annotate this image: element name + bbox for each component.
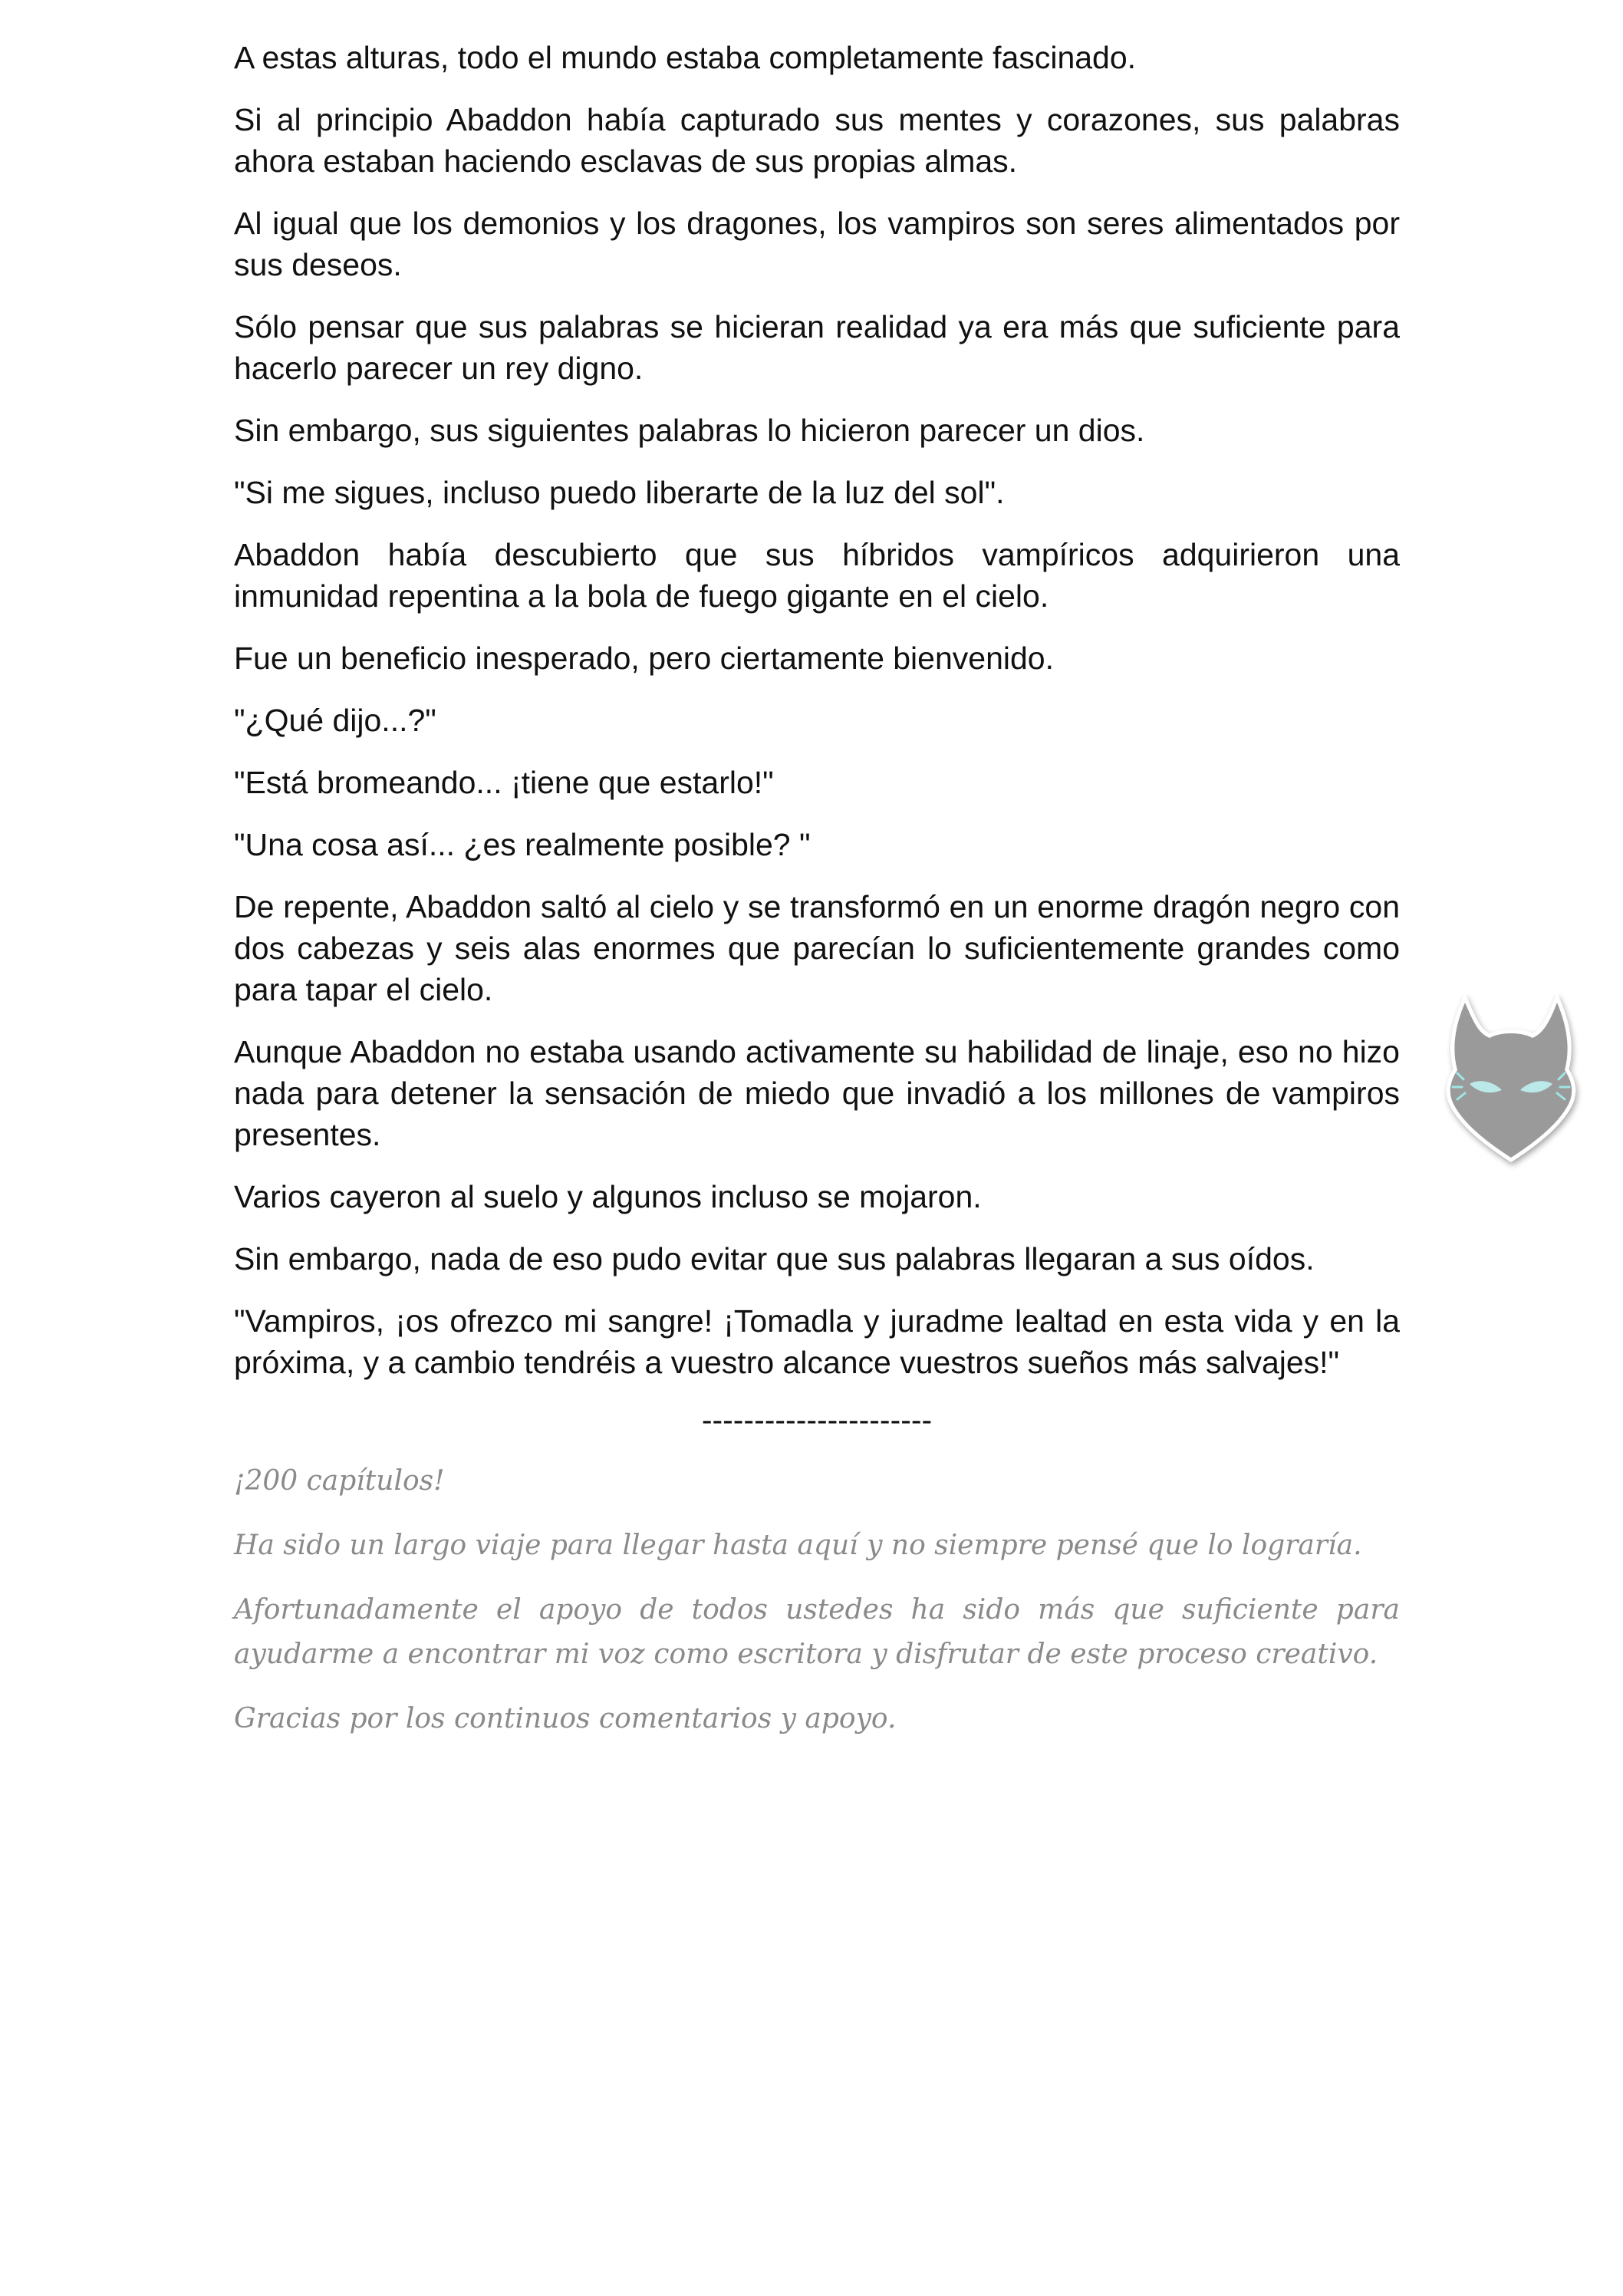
story-paragraph: De repente, Abaddon saltó al cielo y se transformó en un enorme dragón negro con dos cabezas y seis alas enormes que parecían lo suficientemente grandes como para tapar el cielo. (234, 889, 1400, 1007)
story-paragraph: "¿Qué dijo...?" (234, 703, 436, 738)
story-paragraph: "Está bromeando... ¡tiene que estarlo!" (234, 765, 774, 800)
story-paragraph: Al igual que los demonios y los dragones, los vampiros son seres alimentados por sus deseos. (234, 206, 1400, 282)
story-paragraph: "Una cosa así... ¿es realmente posible? " (234, 827, 811, 862)
page-content (234, 37, 1400, 1761)
story-paragraph: Sin embargo, sus siguientes palabras lo hicieron parecer un dios. (234, 413, 1145, 448)
story-paragraph: Sólo pensar que sus palabras se hicieran realidad ya era más que suficiente para hacerlo parecer un rey digno. (234, 309, 1400, 386)
story-paragraph: Abaddon había descubierto que sus híbridos vampíricos adquirieron una inmunidad repentina a la bola de fuego gigante en el cielo. (234, 537, 1400, 614)
story-paragraph: Fue un beneficio inesperado, pero ciertamente bienvenido. (234, 641, 1054, 676)
story-paragraph: Si al principio Abaddon había capturado sus mentes y corazones, sus palabras ahora estaban haciendo esclavas de sus propias almas. (234, 102, 1400, 179)
demon-head-icon (1434, 993, 1588, 1170)
author-note-line: ¡200 capítulos! (234, 1465, 445, 1497)
author-note (234, 1459, 1400, 1741)
author-note-line: Ha sido un largo viaje para llegar hasta aquí y no siempre pensé que lo lograría. (234, 1530, 1362, 1561)
story-paragraph: Sin embargo, nada de eso pudo evitar que sus palabras llegaran a sus oídos. (234, 1241, 1315, 1276)
story-paragraph: A estas alturas, todo el mundo estaba completamente fascinado. (234, 40, 1137, 75)
section-divider: ---------------------- (701, 1402, 933, 1438)
author-note-line: Gracias por los continuos comentarios y apoyo. (234, 1703, 897, 1734)
story-paragraph: "Si me sigues, incluso puedo liberarte de la luz del sol". (234, 475, 1005, 510)
story-paragraph: Aunque Abaddon no estaba usando activamente su habilidad de linaje, eso no hizo nada para detener la sensación de miedo que invadió a los millones de vampiros presentes. (234, 1034, 1400, 1152)
story-paragraph: Varios cayeron al suelo y algunos incluso se mojaron. (234, 1179, 982, 1214)
story-paragraph: "Vampiros, ¡os ofrezco mi sangre! ¡Tomadla y juradme lealtad en esta vida y en la próxima, y a cambio tendréis a vuestro alcance vuestros sueños más salvajes!" (234, 1303, 1400, 1380)
author-note-line: Afortunadamente el apoyo de todos ustedes ha sido más que suficiente para ayudarme a encontrar mi voz como escritora y disfrutar de este proceso creativo. (234, 1594, 1400, 1670)
